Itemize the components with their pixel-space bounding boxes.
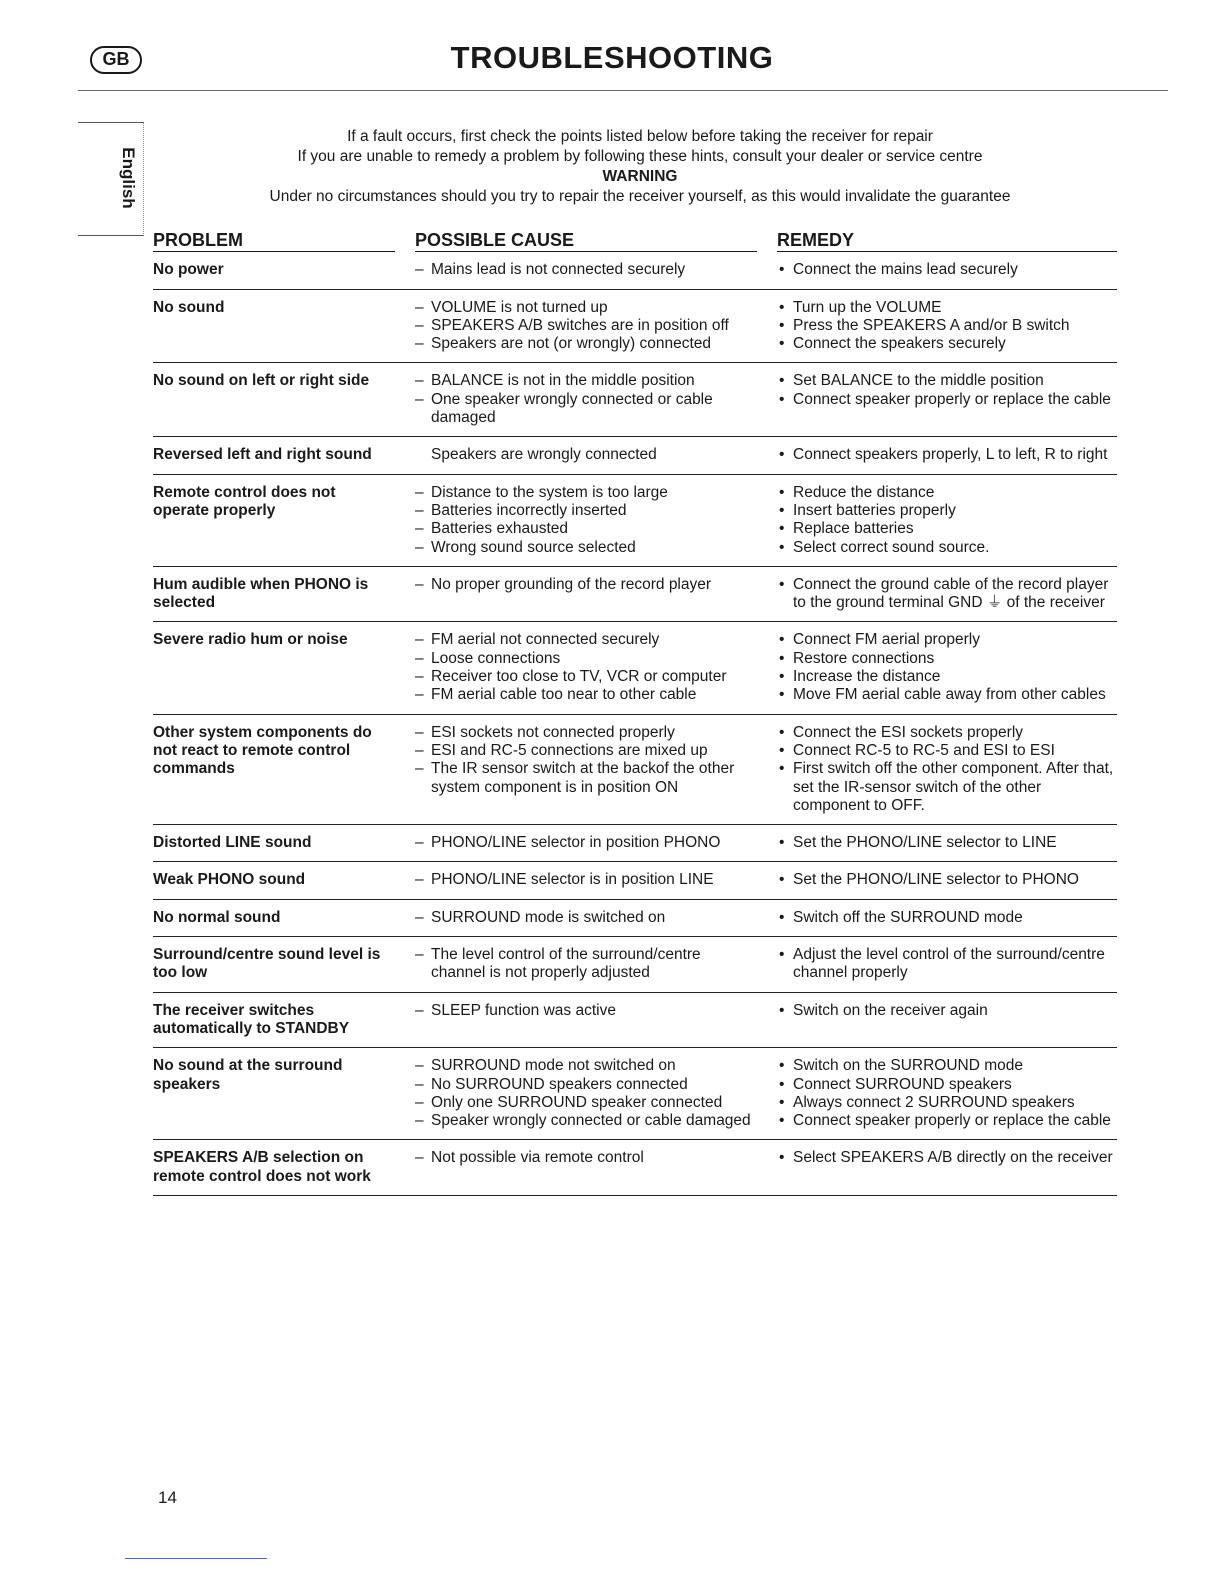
table-row (153, 566, 1117, 622)
remedy-item: • Turn up the VOLUME (777, 299, 1117, 317)
column-gap (757, 862, 777, 899)
remedy-list (777, 299, 1117, 354)
remedy-cell (777, 289, 1117, 363)
remedy-item: • Connect the speakers securely (777, 335, 1117, 353)
table-row (153, 437, 1117, 474)
remedy-list (777, 484, 1117, 557)
cause-item: – PHONO/LINE selector is in position LINE (415, 871, 757, 889)
cause-cell (415, 1048, 757, 1140)
remedy-cell (777, 437, 1117, 474)
cause-item: – Receiver too close to TV, VCR or computer (415, 668, 757, 686)
remedy-item: • Press the SPEAKERS A and/or B switch (777, 317, 1117, 335)
cause-cell (415, 992, 757, 1048)
remedy-list (777, 631, 1117, 704)
cause-item: – SURROUND mode not switched on (415, 1057, 757, 1075)
remedy-cell (777, 363, 1117, 437)
remedy-item: • Connect the ESI sockets properly (777, 724, 1117, 742)
column-gap (395, 1140, 415, 1196)
remedy-item: • Increase the distance (777, 668, 1117, 686)
cause-cell (415, 437, 757, 474)
table-row (153, 622, 1117, 714)
column-gap (757, 825, 777, 862)
cause-list (415, 261, 757, 279)
intro-block (150, 127, 1130, 206)
remedy-item: • Move FM aerial cable away from other cables (777, 686, 1117, 704)
cause-list (415, 372, 757, 427)
column-gap (757, 1140, 777, 1196)
table-row (153, 252, 1117, 289)
column-gap (757, 899, 777, 936)
cause-cell (415, 825, 757, 862)
cause-item: – No SURROUND speakers connected (415, 1076, 757, 1094)
remedy-item: • Connect RC-5 to RC-5 and ESI to ESI (777, 742, 1117, 760)
remedy-item: • Select correct sound source. (777, 539, 1117, 557)
remedy-cell (777, 862, 1117, 899)
remedy-list (777, 1057, 1117, 1130)
problem-cell: Other system components do not react to remote control commands (153, 714, 395, 824)
remedy-list (777, 446, 1117, 464)
cause-list (415, 631, 757, 704)
intro-line-1: If a fault occurs, first check the points listed below before taking the receiver for repair (347, 128, 933, 145)
remedy-item: • Connect SURROUND speakers (777, 1076, 1117, 1094)
table-row (153, 1140, 1117, 1196)
column-gap (757, 937, 777, 993)
table-row (153, 992, 1117, 1048)
cause-item: – Speakers are not (or wrongly) connected (415, 335, 757, 353)
remedy-cell (777, 252, 1117, 289)
column-gap (395, 825, 415, 862)
column-gap (395, 474, 415, 566)
column-gap (395, 1048, 415, 1140)
remedy-list (777, 946, 1117, 983)
remedy-cell (777, 937, 1117, 993)
header-divider (78, 90, 1168, 91)
cause-cell (415, 252, 757, 289)
remedy-item: • Switch on the receiver again (777, 1002, 1117, 1020)
footer-underline (125, 1558, 267, 1559)
column-gap (395, 363, 415, 437)
cause-list (415, 1002, 757, 1020)
table-row (153, 1048, 1117, 1140)
table-row (153, 363, 1117, 437)
remedy-item: • Connect the ground cable of the record player to the ground terminal GND ⏚ of the receiver (777, 576, 1117, 613)
column-gap (757, 1048, 777, 1140)
cause-item: – Loose connections (415, 650, 757, 668)
remedy-item: • Always connect 2 SURROUND speakers (777, 1094, 1117, 1112)
problem-cell: Reversed left and right sound (153, 437, 395, 474)
cause-list (415, 484, 757, 557)
cause-list (415, 909, 757, 927)
problem-cell: Severe radio hum or noise (153, 622, 395, 714)
remedy-list (777, 724, 1117, 815)
remedy-item: • Set the PHONO/LINE selector to LINE (777, 834, 1117, 852)
column-gap (395, 899, 415, 936)
cause-list (415, 1149, 757, 1167)
problem-cell: Hum audible when PHONO is selected (153, 566, 395, 622)
column-gap (757, 437, 777, 474)
column-gap (757, 714, 777, 824)
remedy-list (777, 834, 1117, 852)
column-gap (395, 714, 415, 824)
column-gap (395, 937, 415, 993)
problem-cell: Surround/centre sound level is too low (153, 937, 395, 993)
problem-cell: SPEAKERS A/B selection on remote control does not work (153, 1140, 395, 1196)
cause-list (415, 446, 757, 464)
cause-item: – Wrong sound source selected (415, 539, 757, 557)
remedy-cell (777, 714, 1117, 824)
cause-item: – Mains lead is not connected securely (415, 261, 757, 279)
remedy-list (777, 909, 1117, 927)
cause-item: – ESI sockets not connected properly (415, 724, 757, 742)
column-gap (395, 252, 415, 289)
warning-text: Under no circumstances should you try to repair the receiver yourself, as this would invalidate the guarantee (269, 187, 1011, 205)
header-gap (757, 231, 777, 252)
problem-cell: No sound on left or right side (153, 363, 395, 437)
remedy-cell (777, 992, 1117, 1048)
remedy-list (777, 261, 1117, 279)
problem-cell: Distorted LINE sound (153, 825, 395, 862)
cause-list (415, 834, 757, 852)
warning-title: WARNING (602, 168, 678, 185)
cause-list (415, 299, 757, 354)
remedy-list (777, 372, 1117, 409)
cause-cell (415, 899, 757, 936)
column-gap (395, 566, 415, 622)
cause-item: – SPEAKERS A/B switches are in position off (415, 317, 757, 335)
cause-item: – The IR sensor switch at the backof the other system component is in position ON (415, 760, 757, 797)
intro-line-2: If you are unable to remedy a problem by following these hints, consult your dealer or service centre (297, 147, 983, 165)
table-body (153, 252, 1117, 1196)
remedy-item: • Connect speakers properly, L to left, R to right (777, 446, 1117, 464)
problem-cell: No sound at the surround speakers (153, 1048, 395, 1140)
cause-item: – Batteries exhausted (415, 520, 757, 538)
remedy-cell (777, 825, 1117, 862)
problem-cell: Weak PHONO sound (153, 862, 395, 899)
cause-item: – VOLUME is not turned up (415, 299, 757, 317)
remedy-cell (777, 1048, 1117, 1140)
remedy-item: • Set BALANCE to the middle position (777, 372, 1117, 390)
cause-item: – BALANCE is not in the middle position (415, 372, 757, 390)
remedy-cell (777, 1140, 1117, 1196)
cause-cell (415, 622, 757, 714)
column-gap (757, 363, 777, 437)
cause-cell (415, 714, 757, 824)
table-row (153, 289, 1117, 363)
problem-cell: No normal sound (153, 899, 395, 936)
remedy-list (777, 1002, 1117, 1020)
column-gap (757, 474, 777, 566)
remedy-item: • Switch off the SURROUND mode (777, 909, 1117, 927)
remedy-cell (777, 474, 1117, 566)
header-problem: PROBLEM (153, 231, 395, 252)
column-gap (395, 992, 415, 1048)
column-gap (757, 992, 777, 1048)
problem-cell: No sound (153, 289, 395, 363)
page-title: TROUBLESHOOTING (450, 40, 774, 75)
problem-cell: The receiver switches automatically to STANDBY (153, 992, 395, 1048)
table-row (153, 862, 1117, 899)
cause-item: – Speaker wrongly connected or cable damaged (415, 1112, 757, 1130)
cause-item: – FM aerial not connected securely (415, 631, 757, 649)
column-gap (395, 622, 415, 714)
cause-item: – SLEEP function was active (415, 1002, 757, 1020)
header-remedy: REMEDY (777, 231, 1117, 252)
remedy-item: • Set the PHONO/LINE selector to PHONO (777, 871, 1117, 889)
cause-cell (415, 363, 757, 437)
column-gap (395, 862, 415, 899)
cause-item: – FM aerial cable too near to other cable (415, 686, 757, 704)
cause-item: – PHONO/LINE selector in position PHONO (415, 834, 757, 852)
remedy-item: • First switch off the other component. After that, set the IR-sensor switch of the other component to OFF. (777, 760, 1117, 815)
remedy-cell (777, 566, 1117, 622)
column-gap (395, 289, 415, 363)
cause-item: – The level control of the surround/centre channel is not properly adjusted (415, 946, 757, 983)
cause-list (415, 946, 757, 983)
cause-cell (415, 566, 757, 622)
cause-list (415, 724, 757, 797)
column-gap (757, 289, 777, 363)
header-possible-cause: POSSIBLE CAUSE (415, 231, 757, 252)
remedy-item: • Adjust the level control of the surround/centre channel properly (777, 946, 1117, 983)
remedy-cell (777, 899, 1117, 936)
remedy-list (777, 1149, 1117, 1167)
cause-list (415, 871, 757, 889)
header-gap (395, 231, 415, 252)
cause-item: – Batteries incorrectly inserted (415, 502, 757, 520)
cause-item: Speakers are wrongly connected (431, 446, 657, 464)
remedy-item: • Restore connections (777, 650, 1117, 668)
cause-item: – SURROUND mode is switched on (415, 909, 757, 927)
cause-item: – One speaker wrongly connected or cable damaged (415, 391, 757, 428)
cause-cell (415, 474, 757, 566)
remedy-cell (777, 622, 1117, 714)
problem-cell: No power (153, 252, 395, 289)
remedy-item: • Reduce the distance (777, 484, 1117, 502)
column-gap (757, 566, 777, 622)
column-gap (757, 622, 777, 714)
cause-item: – Only one SURROUND speaker connected (415, 1094, 757, 1112)
country-badge: GB (90, 46, 142, 74)
remedy-item: • Switch on the SURROUND mode (777, 1057, 1117, 1075)
page-number: 14 (158, 1488, 177, 1507)
remedy-list (777, 576, 1117, 613)
column-gap (757, 252, 777, 289)
table-row (153, 899, 1117, 936)
cause-cell (415, 937, 757, 993)
cause-item: – Not possible via remote control (415, 1149, 757, 1167)
cause-item: – No proper grounding of the record player (415, 576, 757, 594)
table-row (153, 937, 1117, 993)
table-row (153, 825, 1117, 862)
column-gap (395, 437, 415, 474)
remedy-item: • Connect speaker properly or replace the cable (777, 391, 1117, 409)
remedy-item: • Connect the mains lead securely (777, 261, 1117, 279)
table-row (153, 714, 1117, 824)
problem-cell: Remote control does not operate properly (153, 474, 395, 566)
cause-cell (415, 862, 757, 899)
language-tab-label: English (119, 147, 138, 209)
remedy-list (777, 871, 1117, 889)
table-row (153, 474, 1117, 566)
cause-list (415, 1057, 757, 1130)
cause-item: – Distance to the system is too large (415, 484, 757, 502)
troubleshooting-table (153, 231, 1117, 1196)
cause-cell (415, 1140, 757, 1196)
cause-list (415, 576, 757, 594)
remedy-item: • Connect speaker properly or replace the cable (777, 1112, 1117, 1130)
remedy-item: • Select SPEAKERS A/B directly on the receiver (777, 1149, 1117, 1167)
cause-item: – ESI and RC-5 connections are mixed up (415, 742, 757, 760)
cause-cell (415, 289, 757, 363)
table-header-row (153, 231, 1117, 252)
remedy-item: • Insert batteries properly (777, 502, 1117, 520)
remedy-item: • Replace batteries (777, 520, 1117, 538)
remedy-item: • Connect FM aerial properly (777, 631, 1117, 649)
